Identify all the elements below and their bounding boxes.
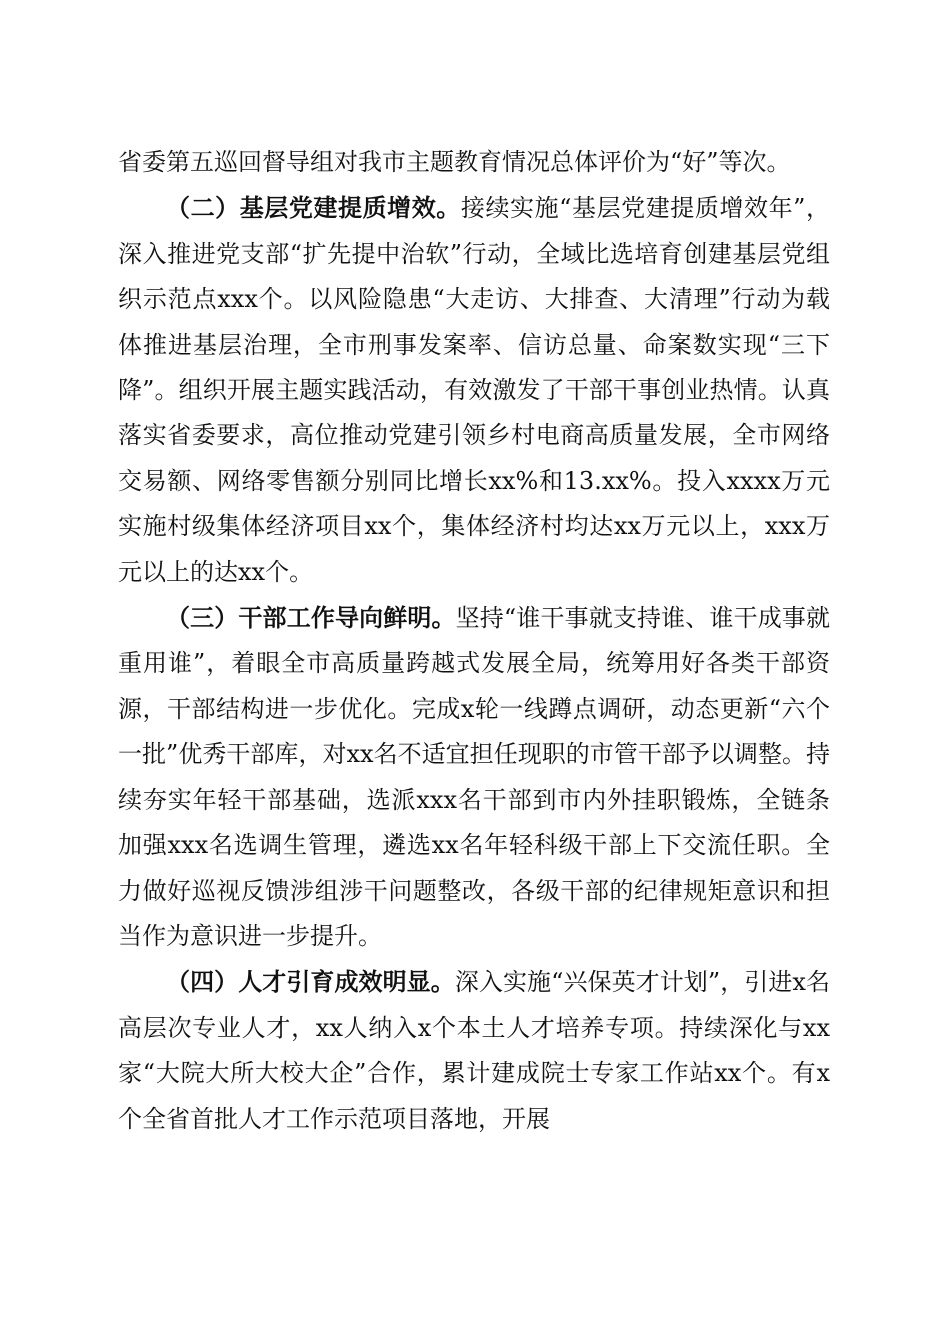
paragraph-3-body: 坚持“谁干事就支持谁、谁干成事就重用谁”，着眼全市高质量跨越式发展全局，统筹用好各类干部资源，干部结构进一步优化。完成x轮一线蹲点调研，动态更新“六个一批”优秀干部库，对xx名不适宜担任现职的市管干部予以调整。持续夯实年轻干部基础，选派xxx名干部到市内外挂职锻炼，全链条加强xxx名选调生管理，遴选xx名年轻科级干部上下交流任职。全力做好巡视反馈涉组涉干问题整改，各级干部的纪律规矩意识和担当作为意识进一步提升。 — [118, 604, 830, 950]
paragraph-cadre-work — [118, 595, 830, 959]
paragraph-grassroots-party-building — [118, 185, 830, 595]
paragraph-3-heading: （三）干部工作导向鲜明。 — [166, 603, 456, 633]
paragraph-1-body: 省委第五巡回督导组对我市主题教育情况总体评价为“好”等次。 — [118, 148, 791, 176]
paragraph-4-body: 深入实施“兴保英才计划”，引进x名高层次专业人才，xx人纳入x个本土人才培养专项。持续深化与xx家“大院大所大校大企”合作，累计建成院士专家工作站xx个。有x个全省首批人才工作示范项目落地，开展 — [118, 968, 830, 1133]
paragraph-continuation — [118, 140, 830, 185]
paragraph-4-heading: （四）人才引育成效明显。 — [166, 967, 455, 997]
paragraph-talent-cultivation — [118, 959, 830, 1142]
document-page — [118, 140, 830, 1142]
paragraph-2-heading: （二）基层党建提质增效。 — [166, 193, 461, 223]
paragraph-2-body: 接续实施“基层党建提质增效年”，深入推进党支部“扩先提中治软”行动，全域比选培育创建基层党组织示范点xxx个。以风险隐患“大走访、大排查、大清理”行动为载体推进基层治理，全市刑事发案率、信访总量、命案数实现“三下降”。组织开展主题实践活动，有效激发了干部干事创业热情。认真落实省委要求，高位推动党建引领乡村电商高质量发展，全市网络交易额、网络零售额分别同比增长xx%和13.xx%。投入xxxx万元实施村级集体经济项目xx个，集体经济村均达xx万元以上，xxx万元以上的达xx个。 — [118, 194, 830, 586]
